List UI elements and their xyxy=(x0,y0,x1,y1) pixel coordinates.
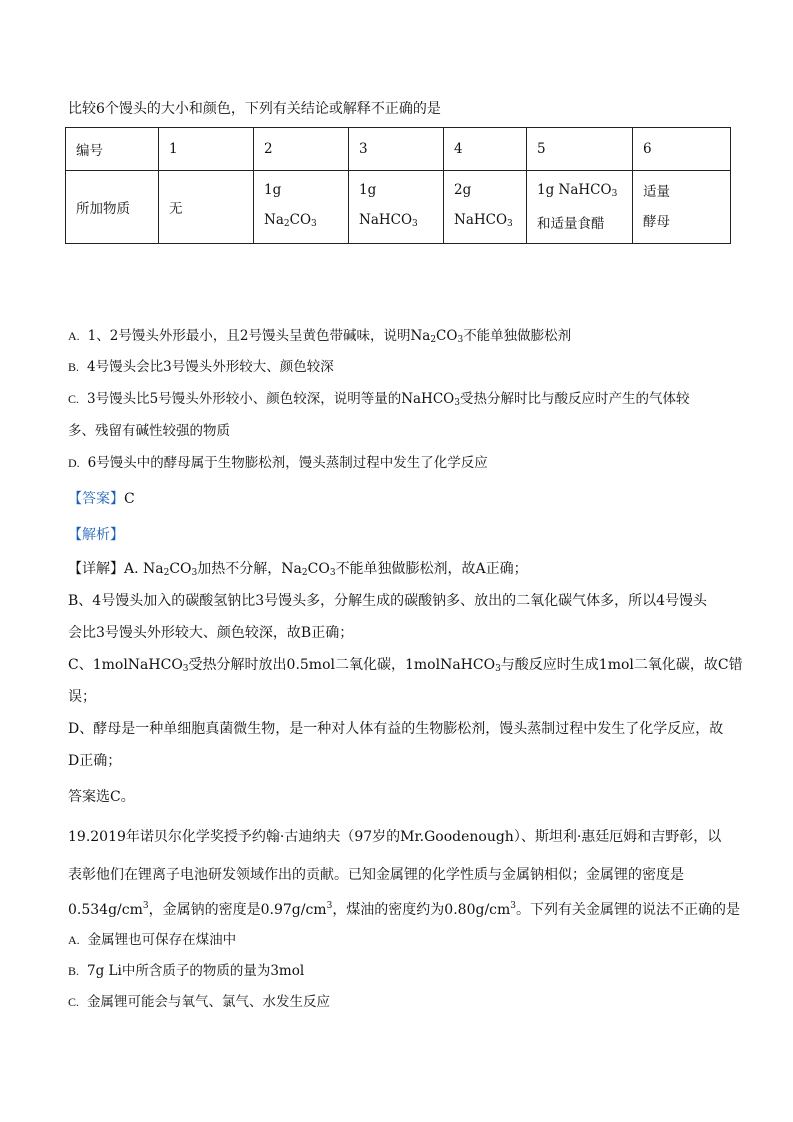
q19-option-c: C. 金属锂可能会与氧气、氯气、水发生反应 xyxy=(68,994,331,1010)
question-intro: 比较6个馒头的大小和颜色，下列有关结论或解释不正确的是 xyxy=(68,101,441,117)
table-cell-substance: 适量 酵母 xyxy=(633,171,731,244)
answer-conclusion: 答案选C。 xyxy=(68,789,135,805)
answer-value: C xyxy=(124,491,135,507)
detail-line-2: B、4号馒头加入的碳酸氢钠比3号馒头多，分解生成的碳酸钠多、放出的二氧化碳气体多，所以4号馒头 xyxy=(68,593,708,609)
detail-tag: 【详解】 xyxy=(68,561,124,577)
table-cell-number: 2 xyxy=(254,128,349,171)
detail-line-3: 会比3号馒头外形较大、颜色较深，故B正确； xyxy=(68,625,354,641)
q19-line-3: $0.534g/cm^3$，金属钠的密度是$0.97g/cm^3$，煤油的密度约为$0.80g/cm^3$。下列有关金属锂的说法不正确的是 xyxy=(68,901,741,918)
answer-tag: 【答案】 xyxy=(68,491,124,507)
table-row-label: 所加物质 xyxy=(66,171,159,244)
table-cell-number: 4 xyxy=(444,128,527,171)
table-cell-number: 3 xyxy=(349,128,444,171)
q19-option-a: A. 金属锂也可保存在煤油中 xyxy=(68,932,237,948)
answer-line xyxy=(68,489,135,509)
table-header-label: 编号 xyxy=(66,128,159,171)
table-cell-substance: 1g NaHCO$_3$ xyxy=(349,171,444,244)
q19-option-b: B. 7g Li中所含质子的物质的量为3mol xyxy=(68,963,305,979)
table-cell-substance: 无 xyxy=(159,171,254,244)
option-c-continued: 多、残留有碱性较强的物质 xyxy=(68,423,230,439)
option-d: D. 6号馒头中的酵母属于生物膨松剂，馒头蒸制过程中发生了化学反应 xyxy=(68,455,488,471)
detail-line-1: 【详解】A. $Na_2CO_3$加热不分解，$Na_2CO_3$不能单独做膨松剂，故A正确； xyxy=(68,561,528,578)
comparison-table xyxy=(65,127,731,244)
analysis-tag: 【解析】 xyxy=(68,527,124,543)
table-cell-number: 6 xyxy=(633,128,731,171)
detail-line-6: D、酵母是一种单细胞真菌微生物，是一种对人体有益的生物膨松剂，馒头蒸制过程中发生了化学反应，故 xyxy=(68,721,724,737)
q19-line-1: 19.2019年诺贝尔化学奖授予约翰·古迪纳夫（97岁的Mr.Goodenough）、斯坦利·惠廷厄姆和吉野彰，以 xyxy=(68,829,722,845)
table-cell-substance: 1g NaHCO$_3$ 和适量食醋 xyxy=(527,171,633,244)
table-cell-number: 5 xyxy=(527,128,633,171)
table-cell-number: 1 xyxy=(159,128,254,171)
table-cell-substance: 2g NaHCO$_3$ xyxy=(444,171,527,244)
option-a: A. 1、2号馒头外形最小，且2号馒头呈黄色带碱味，说明$Na_2CO_3$不能单独做膨松剂 xyxy=(68,328,572,345)
option-b: B. 4号馒头会比3号馒头外形较大、颜色较深 xyxy=(68,359,334,375)
detail-line-4: C、1molNaHCO$_3$受热分解时放出0.5mol二氧化碳，1molNaHCO$_3$与酸反应时生成1mol二氧化碳，故C错 xyxy=(68,657,743,674)
detail-line-7: D正确； xyxy=(68,753,122,769)
table-row xyxy=(66,171,731,244)
table-row xyxy=(66,128,731,171)
table-cell-substance: 1g $Na_2CO_3$ xyxy=(254,171,349,244)
option-c: C. 3号馒头比5号馒头外形较小、颜色较深，说明等量的NaHCO$_3$受热分解时比与酸反应时产生的气体较 xyxy=(68,391,690,408)
q19-line-2: 表彰他们在锂离子电池研发领域作出的贡献。已知金属锂的化学性质与金属钠相似；金属锂的密度是 xyxy=(68,867,684,883)
detail-line-5: 误； xyxy=(68,689,96,705)
